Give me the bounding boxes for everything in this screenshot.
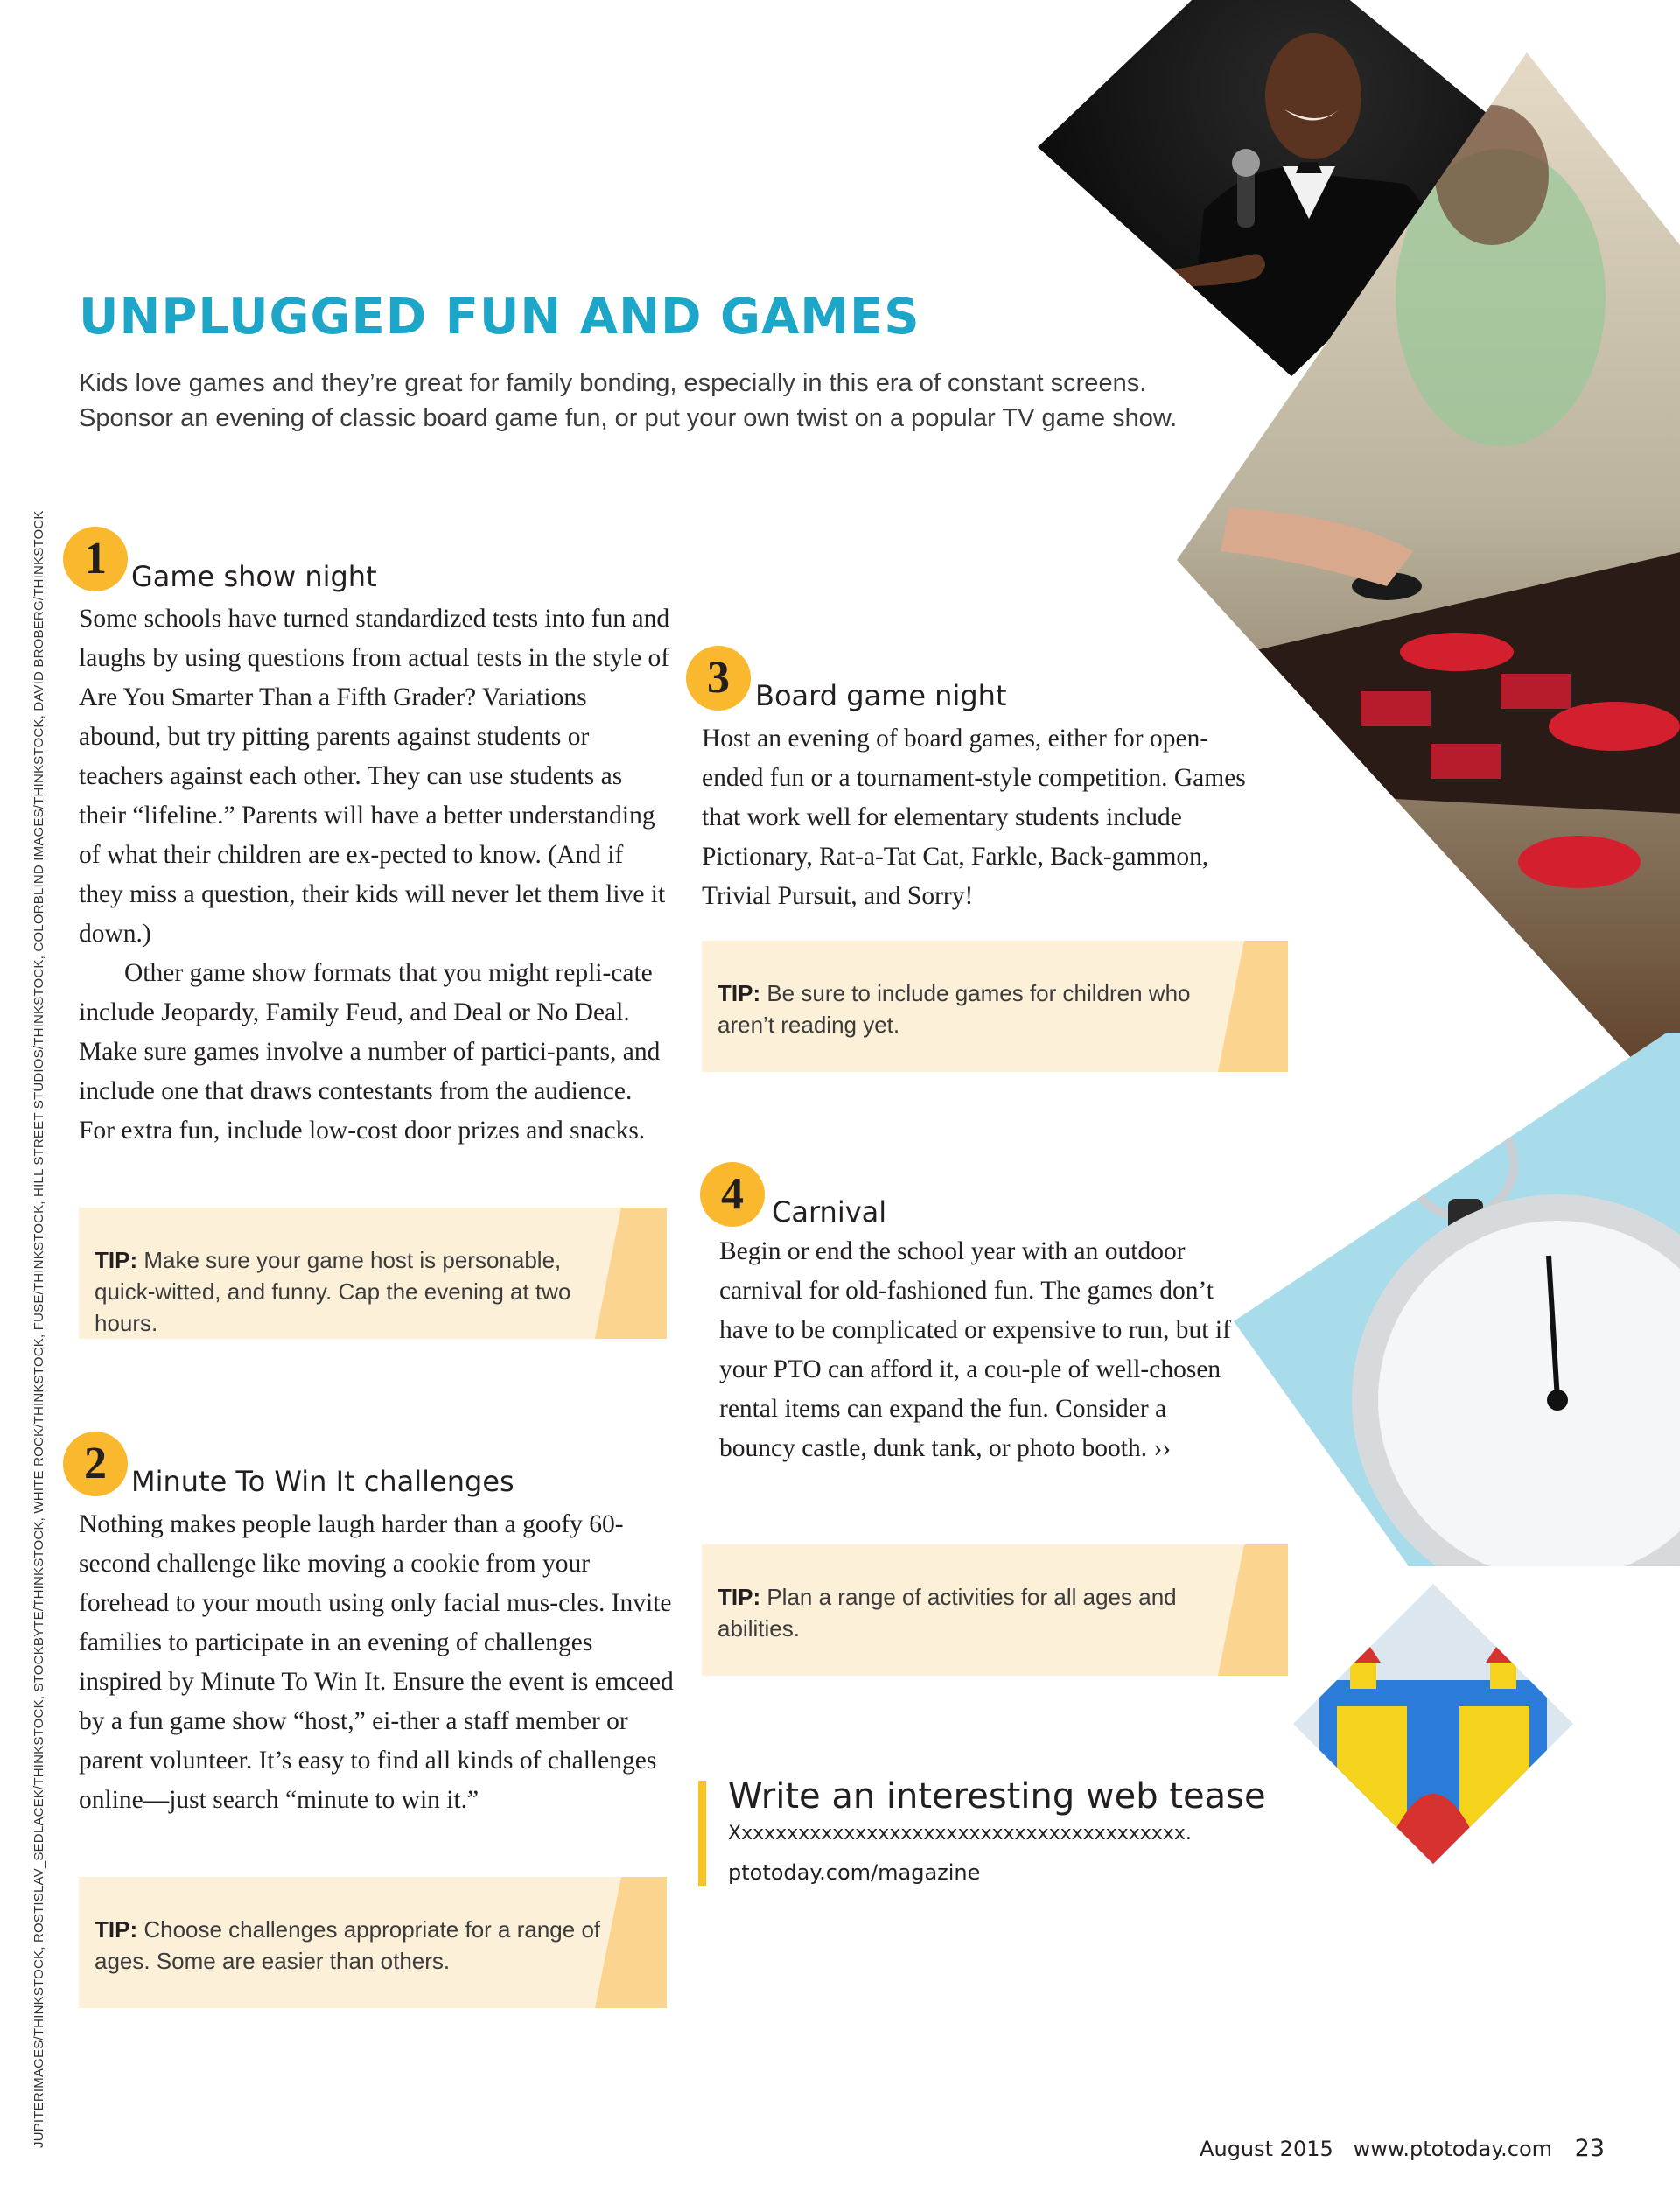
section-body-carnival — [719, 1232, 1244, 1468]
web-tease-link[interactable]: ptotoday.com/magazine — [728, 1860, 981, 1885]
section-body-minute-to-win-it — [79, 1505, 674, 1820]
page-number: 23 — [1574, 2135, 1605, 2162]
photo-credit: JUPITERIMAGES/THINKSTOCK, ROSTISLAV_SEDLACEK/THINKSTOCK, STOCKBYTE/THINKSTOCK, WHITE ROCK/THINKSTOCK, FUSE/THINKSTOCK, HILL STREET STUDIOS/THINKSTOCK, COLORBLIND IMAGES/THINKSTOCK, DAVID BROBERG/THINKSTOCK — [32, 510, 46, 2148]
tip-text — [94, 1914, 606, 1977]
tip-label: TIP: — [718, 980, 761, 1006]
section-number-badge: 2 — [63, 1432, 128, 1496]
issue-date: August 2015 — [1200, 2137, 1334, 2161]
paragraph: Begin or end the school year with an outdoor carnival for old-fashioned fun. The games don’t have to be complicated or expensive to run, but if your PTO can afford it, a cou-ple of well-chosen rental items can expand the fun. Consider a bouncy castle, dunk tank, or photo booth. ›› — [719, 1237, 1231, 1462]
tip-label: TIP: — [718, 1584, 761, 1610]
tip-content: Make sure your game host is personable, quick-witted, and funny. Cap the evening at two hours. — [94, 1247, 571, 1336]
tip-text — [94, 1244, 606, 1339]
tip-content: Be sure to include games for children who aren’t reading yet. — [718, 980, 1191, 1038]
tip-box-board-game — [702, 941, 1288, 1072]
paragraph: Other game show formats that you might repli-cate include Jeopardy, Family Feud, and Deal or No Deal. Make sure games involve a number of partici-pants, and include one that draws contestants from the audience. For extra fun, include low-cost door prizes and snacks. — [79, 959, 661, 1144]
section-number-badge: 4 — [700, 1162, 765, 1227]
paragraph: Some schools have turned standardized tests into fun and laughs by using questions from actual tests in the style of Are You Smarter Than a Fifth Grader? Variations abound, but try pitting parents against students or teachers against each other. They can use students as their “lifeline.” Parents will have a better understanding of what their children are ex-pected to know. (And if they miss a question, their kids will never let them live it down.) — [79, 605, 670, 948]
page-title: UNPLUGGED FUN AND GAMES — [79, 289, 920, 346]
bouncy-castle-photo — [1293, 1584, 1573, 1864]
tip-box-game-show — [79, 1208, 667, 1339]
section-body-board-game — [702, 719, 1262, 916]
web-tease-accent-bar — [698, 1781, 706, 1886]
section-title-board-game: Board game night — [755, 679, 1007, 712]
tip-label: TIP: — [94, 1247, 138, 1273]
tip-box-minute-to-win-it — [79, 1877, 667, 2008]
paragraph: Nothing makes people laugh harder than a goofy 60-second challenge like moving a cookie from your forehead to your mouth using only facial mus-cles. Invite families to participate in an evening of challenges inspired by Minute To Win It. Ensure the event is emceed by a fun game show “host,” ei-ther a staff member or parent volunteer. It’s easy to find all kinds of challenges online—just search “minute to win it.” — [79, 1510, 674, 1814]
section-number-badge: 1 — [63, 527, 128, 592]
web-tease-body: Xxxxxxxxxxxxxxxxxxxxxxxxxxxxxxxxxxxxxxxx. — [728, 1823, 1192, 1844]
paragraph: Host an evening of board games, either for open-ended fun or a tournament-style competition. Games that work well for elementary students include Pictionary, Rat-a-Tat Cat, Farkle, Back-gammon, Trivial Pursuit, and Sorry! — [702, 724, 1246, 910]
section-title-minute-to-win-it: Minute To Win It challenges — [131, 1465, 514, 1498]
web-tease-title: Write an interesting web tease — [728, 1776, 1266, 1816]
page-footer — [1200, 2135, 1605, 2162]
tip-text — [718, 977, 1227, 1040]
intro-text: Kids love games and they’re great for family bonding, especially in this era of constant screens. Sponsor an evening of classic board game fun, or put your own twist on a popular TV game show. — [79, 369, 1178, 432]
section-title-game-show: Game show night — [131, 560, 377, 593]
tip-text — [718, 1581, 1227, 1644]
website-link[interactable]: www.ptotoday.com — [1353, 2137, 1552, 2161]
tip-content: Plan a range of activities for all ages and abilities. — [718, 1584, 1177, 1642]
tip-content: Choose challenges appropriate for a range of ages. Some are easier than others. — [94, 1916, 601, 1974]
tip-box-carnival — [702, 1544, 1288, 1676]
section-title-carnival: Carnival — [772, 1195, 887, 1228]
stopwatch-photo — [1234, 1032, 1680, 1566]
section-body-game-show — [79, 599, 674, 1151]
section-number-badge: 3 — [686, 646, 751, 710]
tip-label: TIP: — [94, 1916, 138, 1942]
